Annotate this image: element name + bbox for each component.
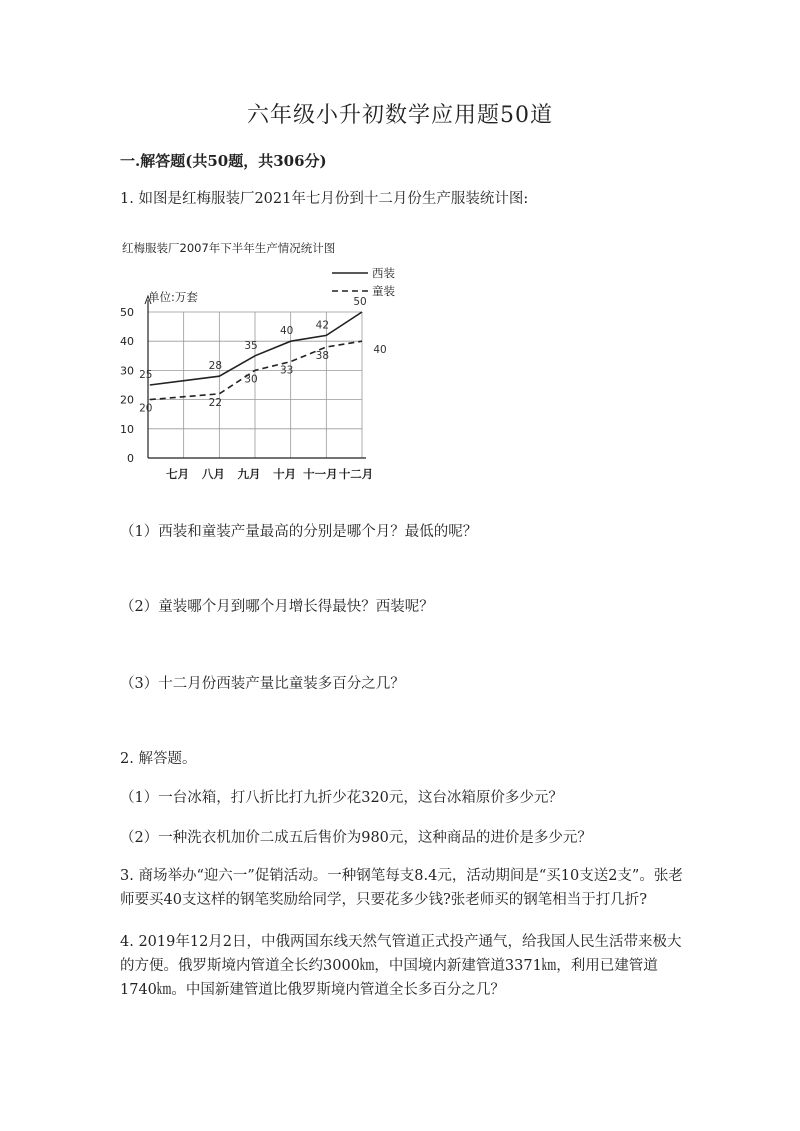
y-tick-label: 20 bbox=[120, 393, 134, 407]
question-2-part-2: （2）一种洗衣机加价二成五后售价为980元，这种商品的进价是多少元？ bbox=[120, 830, 592, 846]
x-tick-label: 十月 bbox=[273, 467, 297, 481]
chart-title: 红梅服装厂2007年下半年生产情况统计图 bbox=[122, 241, 336, 255]
y-tick-label: 40 bbox=[120, 335, 134, 349]
section-heading: 一.解答题(共50题，共306分) bbox=[120, 152, 327, 170]
data-label: 50 bbox=[353, 296, 367, 308]
chart-series bbox=[150, 312, 362, 400]
question-1-part-2: （2）童装哪个月到哪个月增长得最快？西装呢？ bbox=[120, 599, 434, 615]
x-tick-label: 八月 bbox=[201, 467, 225, 481]
data-label: 28 bbox=[208, 360, 223, 373]
x-tick-label: 十一月 bbox=[303, 467, 338, 481]
x-tick-label: 七月 bbox=[166, 467, 190, 481]
page-title: 六年级小升初数学应用题50道 bbox=[247, 103, 553, 128]
legend-label: 童装 bbox=[372, 284, 395, 298]
question-2-part-1: （1）一台冰箱，打八折比打九折少花320元，这台冰箱原价多少元？ bbox=[120, 790, 563, 806]
y-tick-label: 30 bbox=[120, 364, 134, 378]
x-tick-label: 十二月 bbox=[338, 467, 374, 481]
data-label: 33 bbox=[279, 364, 294, 377]
clothing-production-chart bbox=[110, 228, 395, 493]
chart-legend bbox=[332, 266, 395, 298]
chart-x-ticks bbox=[166, 467, 373, 481]
data-label: 40 bbox=[373, 344, 387, 357]
chart-data-labels bbox=[139, 296, 387, 415]
data-label: 38 bbox=[315, 350, 330, 363]
x-tick-label: 九月 bbox=[237, 467, 261, 481]
y-tick-label: 0 bbox=[127, 452, 134, 465]
data-label: 20 bbox=[139, 402, 153, 415]
data-label: 25 bbox=[139, 369, 153, 381]
question-1-intro: 1. 如图是红梅服装厂2021年七月份到十二月份生产服装统计图: bbox=[120, 191, 529, 207]
question-2-intro: 2. 解答题。 bbox=[120, 751, 197, 767]
data-label: 40 bbox=[279, 325, 294, 338]
question-4: 4. 2019年12月2日，中俄两国东线天然气管道正式投产通气，给我国人民生活带来极大的方便。俄罗斯境内管道全长约3000㎞，中国境内新建管道3371㎞，利用已建管道1740㎞。中国新建管道比俄罗斯境内管道全长多百分之几？ bbox=[120, 934, 682, 998]
data-label: 42 bbox=[315, 319, 330, 332]
data-label: 22 bbox=[208, 396, 223, 409]
y-tick-label: 10 bbox=[120, 422, 134, 436]
chart-y-ticks bbox=[120, 306, 134, 465]
question-1-part-1: （1）西装和童装产量最高的分别是哪个月？最低的呢？ bbox=[120, 524, 478, 540]
question-3: 3. 商场举办“迎六一”促销活动。一种钢笔每支8.4元，活动期间是“买10支送2支”。张老师要买40支这样的钢笔奖励给同学，只要花多少钱?张老师买的钢笔相当于打几折? bbox=[120, 868, 683, 908]
data-label: 30 bbox=[244, 373, 258, 386]
legend-label: 西装 bbox=[372, 266, 395, 280]
data-label: 35 bbox=[244, 339, 258, 352]
y-tick-label: 50 bbox=[120, 306, 134, 319]
chart-unit-label: 单位:万套 bbox=[148, 290, 198, 304]
question-1-part-3: （3）十二月份西装产量比童装多百分之几？ bbox=[120, 676, 405, 692]
